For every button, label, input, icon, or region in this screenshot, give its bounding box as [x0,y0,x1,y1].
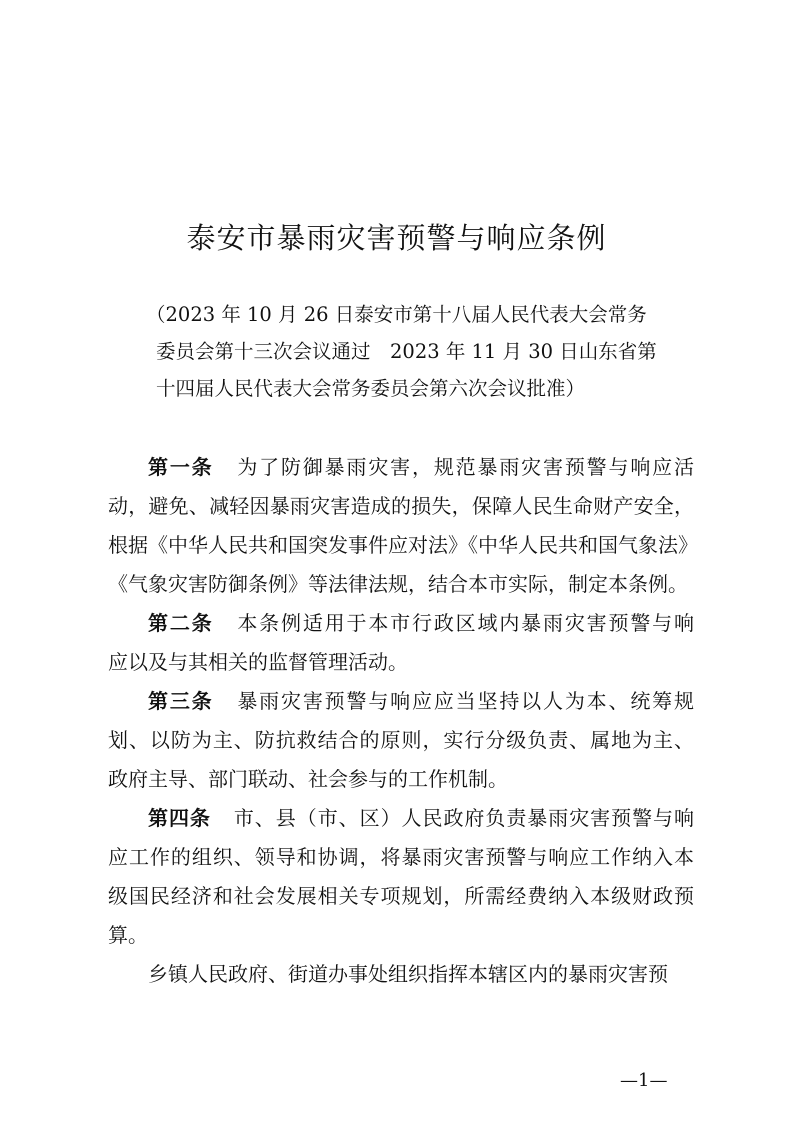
article-number: 第四条 [148,806,211,830]
article-3 [108,682,694,799]
article-line [108,604,694,643]
article-line: 算。 [108,923,148,947]
article-line: 动，避免、减轻因暴雨灾害造成的损失，保障人民生命财产安全， [108,494,694,518]
article-number: 第三条 [148,689,214,713]
article-text: 本条例适用于本市行政区域内暴雨灾害预警与响 [235,611,694,635]
article-line: 《气象灾害防御条例》等法律法规，结合本市实际，制定本条例。 [108,572,688,596]
article-line: 级国民经济和社会发展相关专项规划，所需经费纳入本级财政预 [108,884,694,908]
article-line: 政府主导、部门联动、社会参与的工作机制。 [108,767,508,791]
subtitle-line: 委员会第十三次会议通过 2023 年 11 月 30 日山东省第 [156,340,657,363]
subtitle-line: （2023 年 10 月 26 日泰安市第十八届人民代表大会常务 [146,303,647,326]
article-text: 暴雨灾害预警与响应应当坚持以人为本、统筹规 [235,689,694,713]
article-2 [108,604,694,682]
article-line: 根据《中华人民共和国突发事件应对法》《中华人民共和国气象法》 [108,533,698,557]
article-line: 应以及与其相关的监督管理活动。 [108,650,408,674]
article-text: 市、县（市、区）人民政府负责暴雨灾害预警与响 [232,806,695,830]
article-line: 划、以防为主、防抗救结合的原则，实行分级负责、属地为主、 [108,728,694,752]
paragraph [108,955,694,994]
paragraph-line: 乡镇人民政府、街道办事处组织指挥本辖区内的暴雨灾害预 [148,962,668,986]
article-1 [108,448,698,604]
document-subtitle [146,296,706,407]
article-4 [108,799,694,955]
article-line: 应工作的组织、领导和协调，将暴雨灾害预警与响应工作纳入本 [108,845,694,869]
article-number: 第一条 [148,455,214,479]
document-body [108,448,698,994]
article-line [108,682,694,721]
article-line [108,799,694,838]
article-line [108,448,694,487]
page-number: —1— [620,1070,668,1091]
article-text: 为了防御暴雨灾害，规范暴雨灾害预警与响应活 [235,455,694,479]
subtitle-line: 十四届人民代表大会常务委员会第六次会议批准） [156,377,586,400]
document-title: 泰安市暴雨灾害预警与响应条例 [186,221,607,255]
article-number: 第二条 [148,611,214,635]
